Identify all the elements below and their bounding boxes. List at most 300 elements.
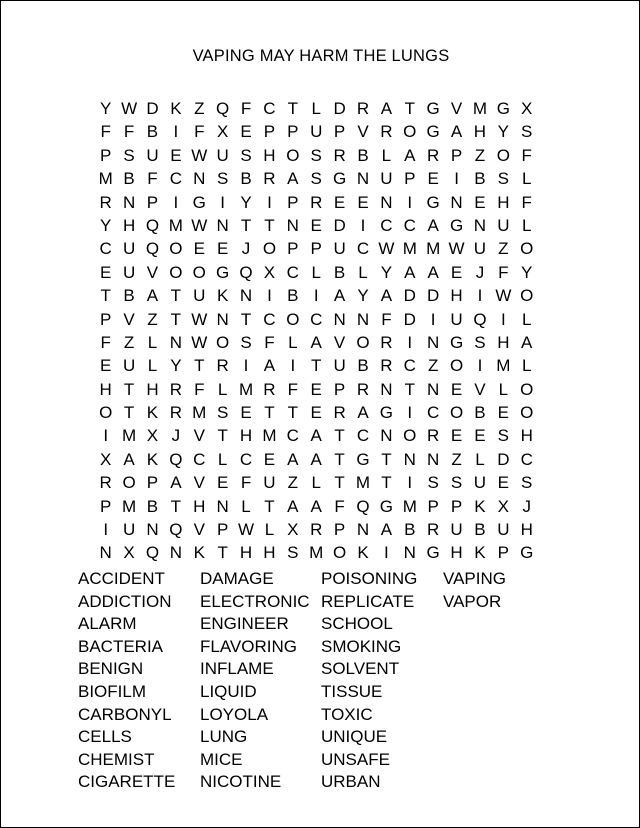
grid-letter: Z <box>498 239 509 259</box>
grid-letter: A <box>310 332 322 352</box>
grid-letter: G <box>426 99 440 118</box>
grid-letter: C <box>520 449 533 469</box>
grid-letter: J <box>522 496 531 516</box>
grid-letter: T <box>240 309 252 329</box>
grid-letter: B <box>474 169 486 189</box>
grid-letter: Z <box>147 309 158 329</box>
grid-letter: F <box>194 122 205 142</box>
grid-letter: O <box>122 473 136 493</box>
grid-letter: N <box>193 169 206 189</box>
grid-letter: D <box>427 286 440 306</box>
grid-letter: F <box>100 332 111 352</box>
grid-letter: T <box>123 379 135 399</box>
grid-letter: L <box>147 356 158 376</box>
grid-letter: Y <box>497 122 509 142</box>
grid-letter: R <box>333 145 346 165</box>
grid-letter: V <box>193 473 205 493</box>
grid-letter: N <box>380 426 393 446</box>
grid-letter: N <box>403 543 416 563</box>
grid-letter: A <box>123 449 135 469</box>
word-item: ALARM <box>78 614 137 634</box>
grid-letter: M <box>122 496 137 516</box>
grid-letter: R <box>169 403 182 423</box>
grid-letter: M <box>238 379 254 399</box>
grid-letter: O <box>216 332 230 352</box>
grid-letter: U <box>450 520 463 540</box>
grid-letter: U <box>473 473 487 493</box>
grid-letter: H <box>450 286 463 306</box>
grid-letter: F <box>123 122 135 142</box>
grid-letter: H <box>239 426 253 446</box>
grid-letter: I <box>477 356 483 376</box>
grid-letter: U <box>450 309 463 329</box>
grid-letter: X <box>216 122 229 142</box>
grid-letter: R <box>380 332 393 352</box>
grid-letter: E <box>450 262 463 282</box>
grid-letter: I <box>430 309 436 329</box>
grid-letter: C <box>286 262 299 282</box>
word-item: REPLICATE <box>321 591 415 611</box>
grid-letter: A <box>263 356 276 376</box>
grid-letter: A <box>521 332 533 352</box>
grid-letter: I <box>407 473 413 493</box>
word-item: POISONING <box>321 569 418 588</box>
grid-letter: R <box>169 379 182 399</box>
grid-letter: I <box>454 169 459 189</box>
grid-letter: X <box>146 426 159 446</box>
grid-letter: A <box>287 169 299 189</box>
grid-letter: E <box>357 192 369 212</box>
grid-letter: W <box>495 286 512 306</box>
word-item: SOLVENT <box>321 659 400 679</box>
grid-letter: C <box>263 309 276 329</box>
grid-letter: U <box>333 356 346 376</box>
grid-letter: Z <box>427 356 439 376</box>
grid-letter: T <box>334 426 345 446</box>
grid-letter: Z <box>194 99 205 118</box>
grid-letter: R <box>380 356 393 376</box>
grid-letter: M <box>402 239 417 259</box>
grid-letter: O <box>169 239 183 259</box>
word-item: ADDICTION <box>78 591 172 611</box>
grid-letter: W <box>238 520 255 540</box>
grid-letter: L <box>521 356 532 376</box>
grid-letter: O <box>520 239 534 259</box>
grid-letter: N <box>169 543 182 563</box>
grid-letter: B <box>474 403 486 423</box>
grid-letter: T <box>123 403 135 423</box>
grid-letter: A <box>310 426 322 446</box>
grid-letter: U <box>333 239 346 259</box>
grid-letter: T <box>194 356 205 376</box>
grid-letter: E <box>263 449 276 469</box>
grid-letter: Z <box>451 449 462 469</box>
grid-letter: C <box>403 356 416 376</box>
grid-letter: C <box>403 215 416 235</box>
grid-letter: T <box>170 309 182 329</box>
grid-letter: U <box>122 239 136 259</box>
grid-letter: C <box>356 426 370 446</box>
grid-letter: Q <box>356 496 370 516</box>
grid-letter: Q <box>169 449 183 469</box>
grid-letter: E <box>310 403 322 423</box>
grid-letter: I <box>173 122 179 142</box>
grid-letter: P <box>333 520 346 540</box>
grid-letter: U <box>122 356 136 376</box>
grid-letter: Y <box>100 215 112 235</box>
word-item: LOYOLA <box>200 704 269 724</box>
word-column <box>443 568 543 794</box>
grid-letter: V <box>123 309 135 329</box>
grid-letter: J <box>241 239 251 259</box>
grid-letter: G <box>379 496 393 516</box>
grid-letter: B <box>287 286 299 306</box>
word-column <box>321 568 443 794</box>
grid-letter: K <box>474 543 486 563</box>
grid-letter: L <box>241 496 251 516</box>
grid-letter: I <box>220 192 226 212</box>
word-item: ENGINEER <box>200 614 289 634</box>
grid-letter: P <box>287 122 299 142</box>
grid-letter: O <box>449 403 464 423</box>
grid-letter: E <box>310 215 322 235</box>
grid-letter: F <box>521 192 532 212</box>
grid-letter: P <box>146 473 159 493</box>
word-item: VAPING <box>443 569 506 588</box>
grid-letter: G <box>426 192 440 212</box>
grid-letter: G <box>332 169 347 189</box>
grid-letter: W <box>448 239 465 259</box>
grid-letter: Y <box>521 262 533 282</box>
grid-letter: E <box>450 426 463 446</box>
grid-letter: S <box>310 169 322 189</box>
grid-letter: P <box>427 496 439 516</box>
grid-letter: T <box>170 496 182 516</box>
word-item: LUNG <box>200 727 248 747</box>
grid-letter: O <box>332 543 347 563</box>
grid-letter: O <box>403 122 417 142</box>
grid-letter: F <box>334 496 345 516</box>
grid-letter: G <box>426 543 440 563</box>
grid-letter: P <box>146 192 159 212</box>
grid-letter: E <box>497 473 509 493</box>
grid-letter: T <box>404 379 415 399</box>
grid-letter: H <box>239 543 253 563</box>
grid-letter: N <box>169 332 182 352</box>
grid-letter: I <box>313 286 319 306</box>
grid-letter: O <box>403 426 417 446</box>
grid-letter: G <box>379 403 393 423</box>
grid-letter: R <box>427 426 440 446</box>
grid-letter: Z <box>287 473 299 493</box>
grid-letter: H <box>497 332 510 352</box>
grid-letter: W <box>191 215 208 235</box>
grid-letter: L <box>311 262 321 282</box>
grid-letter: P <box>497 543 509 563</box>
grid-letter: F <box>521 145 532 165</box>
grid-letter: M <box>168 215 183 235</box>
grid-letter: P <box>450 145 463 165</box>
grid-letter: P <box>100 309 112 329</box>
grid-letter: R <box>99 473 112 493</box>
grid-letter: S <box>240 145 252 165</box>
grid-letter: L <box>264 520 275 540</box>
grid-letter: F <box>498 262 509 282</box>
grid-letter: G <box>216 262 230 282</box>
grid-letter: I <box>407 403 413 423</box>
grid-letter: T <box>240 215 252 235</box>
grid-letter: N <box>427 379 440 399</box>
grid-letter: E <box>170 145 182 165</box>
grid-letter: R <box>263 169 276 189</box>
grid-letter: P <box>450 496 463 516</box>
grid-letter: H <box>450 543 463 563</box>
grid-letter: U <box>497 520 510 540</box>
grid-letter: E <box>310 379 322 399</box>
grid-letter: X <box>287 520 299 540</box>
grid-letter: U <box>473 239 487 259</box>
grid-letter: L <box>311 99 321 118</box>
grid-letter: T <box>217 543 228 563</box>
grid-letter: K <box>170 99 182 118</box>
grid-letter: K <box>146 403 159 423</box>
grid-letter: W <box>121 99 138 118</box>
word-item: BACTERIA <box>78 636 164 656</box>
grid-letter: F <box>194 379 205 399</box>
grid-letter: T <box>311 356 322 376</box>
grid-letter: A <box>380 99 393 118</box>
grid-letter: F <box>381 309 392 329</box>
grid-letter: A <box>287 449 299 469</box>
grid-letter: T <box>381 449 392 469</box>
word-item: VAPOR <box>443 591 502 611</box>
grid-letter: U <box>380 169 393 189</box>
grid-letter: E <box>240 122 252 142</box>
grid-letter: H <box>520 426 533 446</box>
grid-letter: T <box>100 286 111 306</box>
grid-letter: N <box>356 309 370 329</box>
word-item: SCHOOL <box>321 614 393 634</box>
grid-letter: C <box>99 239 112 259</box>
grid-letter: U <box>122 520 136 540</box>
grid-letter: X <box>497 496 509 516</box>
grid-letter: C <box>427 403 440 423</box>
grid-letter: Q <box>145 543 160 563</box>
grid-letter: H <box>122 215 136 235</box>
grid-letter: V <box>450 99 463 118</box>
grid-letter: M <box>402 496 417 516</box>
grid-letter: I <box>500 309 506 329</box>
grid-letter: B <box>146 496 159 516</box>
grid-letter: N <box>239 286 253 306</box>
grid-letter: A <box>357 403 369 423</box>
grid-letter: J <box>171 426 181 446</box>
grid-letter: H <box>473 122 487 142</box>
grid-letter: H <box>520 520 533 540</box>
grid-letter: R <box>310 192 323 212</box>
grid-letter: O <box>520 286 534 306</box>
grid-letter: V <box>474 379 486 399</box>
grid-letter: K <box>216 286 229 306</box>
grid-letter: Y <box>240 192 252 212</box>
grid-letter: W <box>191 309 208 329</box>
grid-letter: T <box>264 215 275 235</box>
grid-letter: I <box>243 356 249 376</box>
grid-letter: N <box>427 449 440 469</box>
grid-letter: I <box>290 356 296 376</box>
grid-letter: E <box>240 403 252 423</box>
grid-letter: U <box>216 145 229 165</box>
word-list <box>78 568 543 794</box>
grid-letter: Y <box>380 262 393 282</box>
grid-letter: L <box>475 449 485 469</box>
grid-letter: B <box>357 145 369 165</box>
grid-letter: Y <box>100 99 112 118</box>
grid-letter: S <box>497 169 509 189</box>
grid-letter: T <box>404 99 415 118</box>
grid-letter: Q <box>145 239 160 259</box>
grid-letter: E <box>497 403 509 423</box>
grid-letter: N <box>216 215 229 235</box>
grid-letter: C <box>169 169 182 189</box>
grid-letter: O <box>286 309 300 329</box>
grid-letter: N <box>333 309 346 329</box>
word-item: SMOKING <box>321 636 402 656</box>
grid-letter: W <box>191 332 208 352</box>
grid-letter: A <box>404 145 416 165</box>
word-item: DAMAGE <box>200 569 274 588</box>
grid-letter: E <box>216 239 229 259</box>
grid-letter: E <box>193 239 205 259</box>
grid-letter: M <box>309 543 324 563</box>
grid-letter: I <box>384 543 389 563</box>
grid-letter: N <box>122 192 136 212</box>
grid-letter: B <box>333 262 346 282</box>
grid-letter: M <box>426 239 441 259</box>
grid-letter: C <box>286 426 299 446</box>
word-item: MICE <box>200 749 243 769</box>
grid-letter: U <box>310 122 323 142</box>
grid-letter: N <box>146 520 159 540</box>
grid-letter: B <box>240 169 252 189</box>
grid-letter: E <box>474 426 486 446</box>
grid-letter: S <box>450 473 463 493</box>
grid-letter: Z <box>123 332 135 352</box>
grid-letter: A <box>380 286 393 306</box>
grid-letter: A <box>427 215 439 235</box>
word-item: LIQUID <box>200 681 257 701</box>
grid-letter: Q <box>473 309 487 329</box>
grid-letter: Q <box>216 99 230 118</box>
grid-letter: X <box>123 543 135 563</box>
grid-letter: N <box>427 332 440 352</box>
grid-letter: H <box>497 192 510 212</box>
grid-letter: T <box>170 286 182 306</box>
grid-letter: I <box>103 426 109 446</box>
grid-letter: H <box>263 145 276 165</box>
grid-letter: B <box>404 520 416 540</box>
grid-letter: O <box>286 145 300 165</box>
grid-letter: N <box>356 169 370 189</box>
grid-letter: R <box>263 379 276 399</box>
grid-letter: L <box>521 309 532 329</box>
grid-letter: O <box>169 262 183 282</box>
grid-letter: H <box>146 379 159 399</box>
grid-letter: A <box>333 286 346 306</box>
grid-letter: S <box>521 473 533 493</box>
grid-letter: B <box>123 286 135 306</box>
grid-letter: A <box>450 122 463 142</box>
grid-letter: D <box>333 99 346 118</box>
grid-letter: R <box>216 356 229 376</box>
grid-letter: G <box>426 122 440 142</box>
word-item: TISSUE <box>321 681 383 701</box>
grid-letter: C <box>310 309 323 329</box>
grid-letter: P <box>404 169 416 189</box>
grid-letter: D <box>403 286 416 306</box>
grid-letter: G <box>356 449 370 469</box>
word-item: CARBONYL <box>78 704 172 724</box>
grid-letter: E <box>216 473 229 493</box>
grid-letter: D <box>333 215 346 235</box>
grid-letter: V <box>146 262 159 282</box>
word-item: TOXIC <box>321 704 373 724</box>
grid-letter: N <box>380 192 393 212</box>
word-item: FLAVORING <box>200 636 297 656</box>
grid-letter: A <box>310 496 322 516</box>
grid-letter: T <box>334 449 345 469</box>
grid-letter: F <box>264 332 275 352</box>
grid-letter: T <box>217 426 228 446</box>
grid-letter: E <box>333 192 346 212</box>
grid-letter: J <box>475 262 485 282</box>
grid-letter: E <box>100 356 112 376</box>
grid-letter: Y <box>357 286 369 306</box>
grid-letter: B <box>357 356 369 376</box>
grid-letter: P <box>310 239 322 259</box>
word-item: ELECTRONIC <box>200 591 310 611</box>
grid-letter: M <box>98 169 113 189</box>
grid-letter: K <box>146 449 159 469</box>
grid-letter: X <box>521 99 533 118</box>
grid-letter: D <box>146 99 159 118</box>
grid-letter: N <box>380 379 393 399</box>
grid-letter: L <box>498 379 509 399</box>
grid-letter: P <box>100 496 112 516</box>
grid-letter: A <box>404 262 416 282</box>
grid-letter: A <box>170 473 182 493</box>
grid-letter: Q <box>145 215 160 235</box>
grid-letter: I <box>360 215 366 235</box>
grid-letter: V <box>357 122 369 142</box>
grid-letter: N <box>450 192 463 212</box>
grid-letter: R <box>356 99 370 118</box>
grid-letter: N <box>99 543 112 563</box>
grid-letter: R <box>380 122 393 142</box>
grid-letter: M <box>122 426 137 446</box>
grid-letter: T <box>264 496 275 516</box>
grid-letter: L <box>217 449 228 469</box>
word-item: NICOTINE <box>200 772 282 792</box>
grid-letter: F <box>287 379 299 399</box>
grid-letter: I <box>267 286 272 306</box>
grid-letter: V <box>333 332 346 352</box>
grid-letter: A <box>427 262 439 282</box>
grid-letter: I <box>173 192 179 212</box>
grid-letter: O <box>356 332 370 352</box>
grid-letter: M <box>192 403 207 423</box>
grid-letter: S <box>427 473 439 493</box>
